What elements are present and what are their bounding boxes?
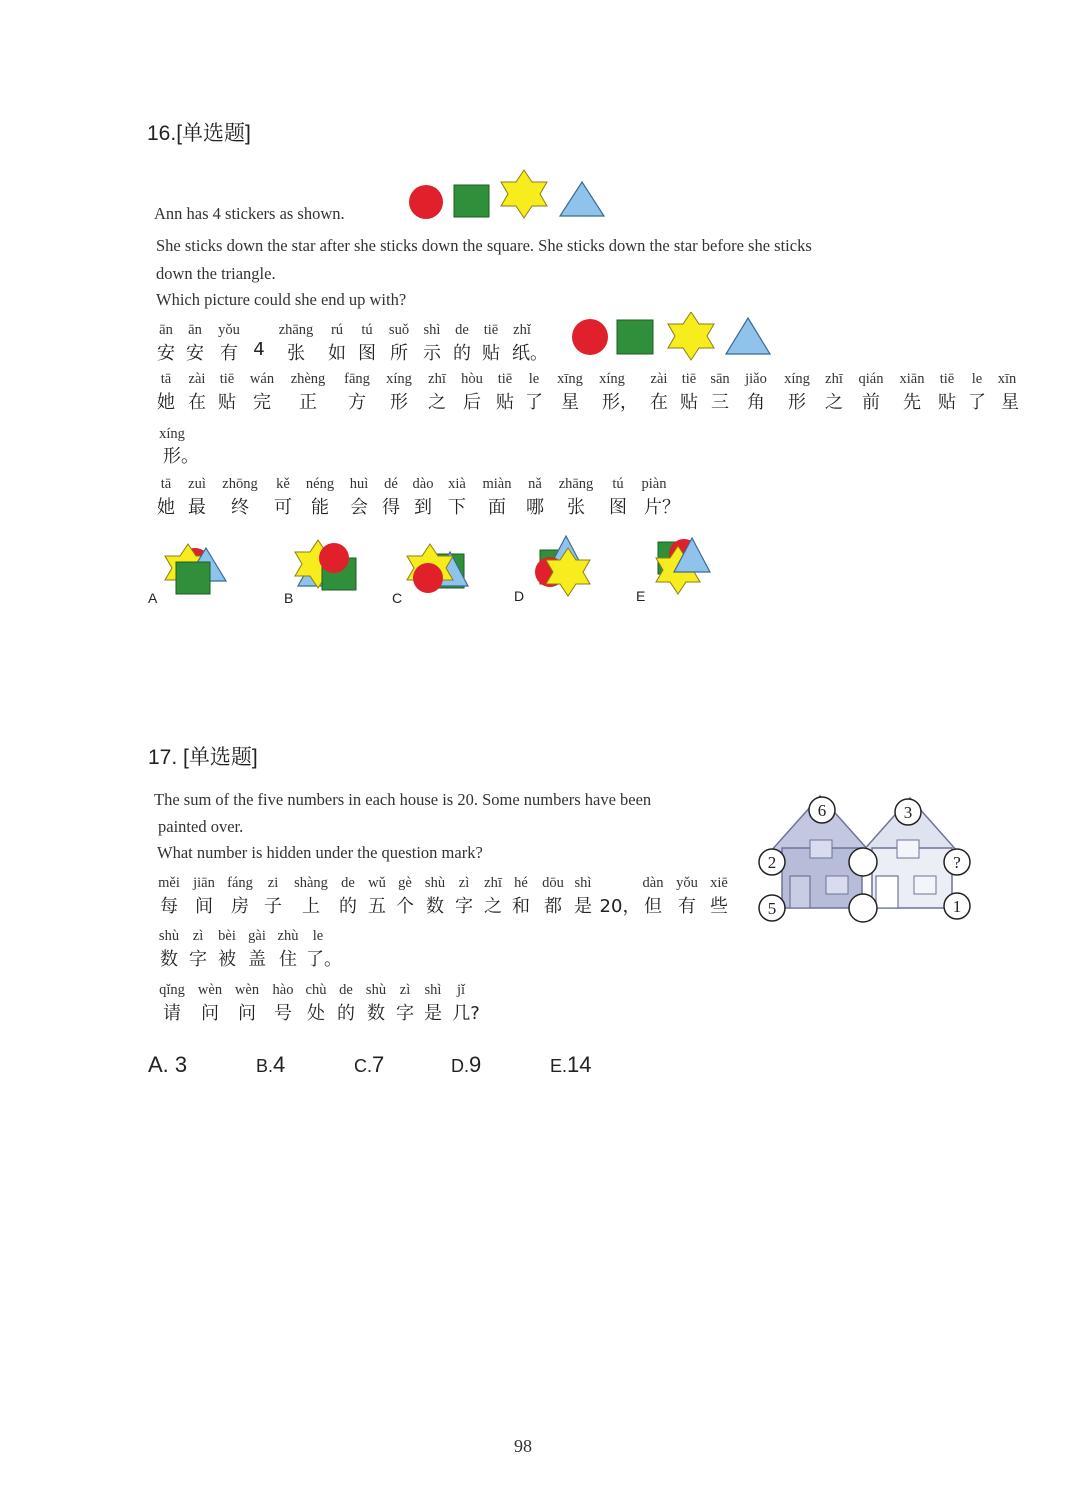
pinyin: piàn [641,476,667,492]
pinyin: tiē [219,371,235,387]
hanzi: 间 [195,896,213,917]
pinyin: shì [423,322,441,338]
hanzi: 得 [382,497,400,518]
q16-cn-line4 [0,476,1080,516]
hanzi: 前 [862,392,880,413]
hanzi: 纸。 [512,343,548,364]
hanzi: 贴 [482,343,500,364]
hanzi: 后 [463,392,481,413]
left-house-window-top [810,840,832,858]
hanzi: 之 [825,392,843,413]
page-number: 98 [514,1436,532,1456]
green-square-sticker [617,320,653,354]
pinyin: de [339,982,353,998]
left-house-window-bottom [826,876,848,894]
pinyin: hé [514,875,528,891]
q17-en-line3: What number is hidden under the question mark? [157,843,483,862]
pinyin: shù [158,928,180,944]
right-house-window-bottom [914,876,936,894]
hanzi: 问 [201,1003,219,1024]
hanzi: 可 [274,497,292,518]
pinyin: tiē [483,322,499,338]
right-house-door [876,876,898,908]
house-number: 2 [767,853,777,872]
hanzi: 每 [160,896,178,917]
pinyin: tú [612,476,624,492]
pinyin: shì [574,875,592,891]
pinyin: tā [160,476,172,492]
pinyin: nǎ [528,476,542,492]
hanzi: 之 [484,896,502,917]
pinyin: fáng [227,875,253,891]
hanzi: 星 [561,392,579,413]
answer-letter: B. [256,1056,274,1076]
pinyin: shù [424,875,446,891]
pinyin: le [312,928,324,944]
hanzi: 哪 [526,497,544,518]
pinyin: zhī [825,371,843,387]
pinyin: zhōng [222,476,258,492]
pinyin: rú [330,322,344,338]
pinyin: gài [248,928,266,944]
hanzi: 和 [512,896,530,917]
pinyin: jiǎo [745,371,767,387]
hanzi: 住 [279,949,297,970]
pinyin: ān [188,322,202,338]
right-house-window-top [897,840,919,858]
answer-value: 7 [372,1052,385,1077]
pinyin: bèi [218,928,236,944]
answer-letter: A. [148,1052,169,1077]
hanzi: 片？ [644,497,680,518]
pinyin: qián [858,371,884,387]
pinyin: zài [650,371,668,387]
q17-en-line1: The sum of the five numbers in each house is 20. Some numbers have been [154,790,652,809]
hanzi: 面 [488,497,506,518]
pinyin: qǐng [159,982,185,998]
hanzi: 是 [574,896,592,917]
pinyin: xíng [386,371,412,387]
option-e-label[interactable]: E [636,588,646,604]
pinyin: huì [349,476,369,492]
hanzi: 上 [302,896,320,917]
blue-triangle-sticker [726,318,770,354]
house-number: 1 [952,897,962,916]
hanzi: 能 [311,497,329,518]
pinyin: xià [448,476,466,492]
answer-a[interactable] [148,1052,187,1078]
house-number: 6 [817,801,827,820]
option-d-picture[interactable] [530,534,594,598]
yellow-star-sticker [501,170,547,218]
hanzi: 最 [188,497,206,518]
hanzi: 贴 [496,392,514,413]
q16-cn-line1 [0,322,1080,362]
pinyin: chù [305,982,327,998]
pinyin: zài [188,371,206,387]
option-d-label[interactable]: D [514,588,525,604]
option-c-picture[interactable] [406,542,478,598]
hanzi: 形。 [163,446,199,467]
hanzi: 如 [328,343,346,364]
answer-letter: E. [550,1056,568,1076]
house-number: 3 [903,803,913,822]
pinyin: zhī [484,875,502,891]
hanzi: 示 [423,343,441,364]
q16-cn-line3 [0,426,1080,466]
answer-b[interactable] [256,1052,285,1078]
q16-en-line3: down the triangle. [156,264,276,283]
hanzi: 号 [274,1003,292,1024]
hanzi: 4 [253,339,265,360]
hanzi: 字 [396,1003,414,1024]
hanzi: 个 [396,896,414,917]
pinyin: dào [412,476,434,492]
hanzi: 问 [238,1003,256,1024]
q17-cn-line2 [0,928,1080,968]
hanzi: 之 [428,392,446,413]
pinyin: fāng [344,371,370,387]
hanzi: 是 [424,1003,442,1024]
hanzi: 星 [1001,392,1019,413]
hanzi: 会 [350,497,368,518]
hanzi: 她 [157,392,175,413]
pinyin: shì [424,982,442,998]
pinyin: dé [384,476,398,492]
hanzi: 了 [525,392,543,413]
answer-e[interactable] [550,1052,592,1078]
pinyin: dōu [542,875,564,891]
blank-circle [849,848,877,876]
q16-en-line4: Which picture could she end up with? [156,290,407,309]
hanzi: 贴 [938,392,956,413]
hanzi: 20， [599,896,641,917]
hanzi: 数 [160,949,178,970]
hanzi: 下 [448,497,466,518]
pinyin: miàn [482,476,512,492]
red-circle-sticker [572,319,608,355]
house-number: ? [953,853,961,872]
hanzi: 处 [307,1003,325,1024]
q17-en-line2: painted over. [158,817,244,836]
pinyin: xīn [997,371,1017,387]
pinyin: tiē [681,371,697,387]
answer-value: 3 [174,1052,188,1077]
pinyin: zì [458,875,470,891]
hanzi: 请 [163,1003,181,1024]
pinyin: shàng [294,875,328,891]
hanzi: 在 [650,392,668,413]
hanzi: 有 [220,343,238,364]
pinyin: tiē [939,371,955,387]
hanzi: 安 [186,343,204,364]
red-circle [413,563,443,593]
pinyin: hào [272,982,294,998]
pinyin: měi [158,875,180,891]
hanzi: 在 [188,392,206,413]
hanzi: 张 [567,497,585,518]
pinyin: jiān [193,875,215,891]
q16-title: 16.[单选题] [147,122,251,145]
pinyin: wán [249,371,275,387]
pinyin: zi [267,875,279,891]
pinyin: wèn [197,982,223,998]
hanzi: 正 [299,392,317,413]
pinyin: tú [361,322,373,338]
hanzi: 角 [747,392,765,413]
hanzi: 完 [253,392,271,413]
hanzi: 先 [903,392,921,413]
pinyin: jǐ [456,982,466,998]
hanzi: 到 [414,497,432,518]
hanzi: 字 [189,949,207,970]
pinyin: le [528,371,540,387]
answer-letter: D. [451,1056,469,1076]
q16-en-line2: She sticks down the star after she sticks down the square. She sticks down the star before she sticks [156,236,812,255]
hanzi: 她 [157,497,175,518]
q16-stickers [404,168,608,224]
blue-triangle-sticker [560,182,604,216]
option-b-picture[interactable] [294,536,366,596]
pinyin: de [455,322,469,338]
hanzi: 方 [348,392,366,413]
q17-title: 17. [单选题] [148,746,258,769]
green-square-sticker [454,185,489,217]
pinyin: xíng [784,371,810,387]
pinyin: de [341,875,355,891]
pinyin: xíng [599,371,625,387]
hanzi: 形， [602,392,638,413]
answer-c[interactable] [354,1052,384,1078]
left-house-door [790,876,810,908]
pinyin: zhāng [278,322,314,338]
green-square [176,562,210,594]
hanzi: 张 [287,343,305,364]
q16-en-line1: Ann has 4 stickers as shown. [154,204,345,223]
pinyin: zì [192,928,204,944]
answer-value: 4 [273,1052,286,1077]
answer-letter: C. [354,1056,372,1076]
option-a-picture[interactable] [160,538,240,604]
pinyin: zhèng [290,371,326,387]
pinyin: yǒu [676,875,698,891]
pinyin: dàn [642,875,664,891]
house-number: 5 [767,899,777,918]
q16-cn-line2 [0,371,1080,411]
hanzi: 房 [231,896,249,917]
blank-circle [849,894,877,922]
hanzi: 字 [455,896,473,917]
hanzi: 形 [390,392,408,413]
option-c-label[interactable]: C [392,590,403,606]
pinyin: néng [305,476,335,492]
pinyin: xīng [557,371,583,387]
hanzi: 了。 [306,949,342,970]
answer-value: 14 [567,1052,592,1077]
option-a-label[interactable]: A [148,590,158,606]
hanzi: 图 [358,343,376,364]
hanzi: 数 [426,896,444,917]
hanzi: 贴 [218,392,236,413]
hanzi: 被 [218,949,236,970]
red-circle [319,543,349,573]
hanzi: 但 [644,896,662,917]
hanzi: 的 [339,896,357,917]
pinyin: zhāng [558,476,594,492]
hanzi: 图 [609,497,627,518]
hanzi: 五 [368,896,386,917]
hanzi: 三 [711,392,729,413]
hanzi: 些 [710,896,728,917]
pinyin: wǔ [368,875,386,891]
option-b-label[interactable]: B [284,590,294,606]
pinyin: xiē [710,875,728,891]
red-circle-sticker [409,185,443,219]
hanzi: 了 [968,392,986,413]
houses-figure [752,794,982,930]
pinyin: zhī [428,371,446,387]
hanzi: 形 [788,392,806,413]
pinyin: suǒ [388,322,410,338]
hanzi: 的 [453,343,471,364]
pinyin: xiān [899,371,925,387]
pinyin: le [971,371,983,387]
pinyin: xíng [159,426,185,442]
hanzi: 数 [367,1003,385,1024]
q16-stickers-cn [566,312,776,362]
pinyin: sān [710,371,730,387]
pinyin: gè [398,875,412,891]
pinyin: yǒu [218,322,240,338]
pinyin: zuì [188,476,206,492]
pinyin: zhǐ [513,322,531,338]
q17-cn-line3 [0,982,1080,1022]
hanzi: 都 [544,896,562,917]
pinyin: shù [365,982,387,998]
hanzi: 几? [452,1003,480,1024]
pinyin: tiē [497,371,513,387]
pinyin: zhù [277,928,299,944]
answer-d[interactable] [451,1052,481,1078]
hanzi: 安 [157,343,175,364]
pinyin: zì [399,982,411,998]
pinyin: kě [276,476,290,492]
pinyin: wèn [234,982,260,998]
hanzi: 子 [264,896,282,917]
yellow-star-sticker [668,312,714,360]
pinyin: hòu [461,371,483,387]
pinyin: tā [160,371,172,387]
answer-value: 9 [469,1052,482,1077]
hanzi: 有 [678,896,696,917]
hanzi: 盖 [248,949,266,970]
hanzi: 的 [337,1003,355,1024]
option-e-picture[interactable] [652,534,718,598]
hanzi: 贴 [680,392,698,413]
hanzi: 所 [390,343,408,364]
hanzi: 终 [231,497,249,518]
pinyin: ān [159,322,173,338]
